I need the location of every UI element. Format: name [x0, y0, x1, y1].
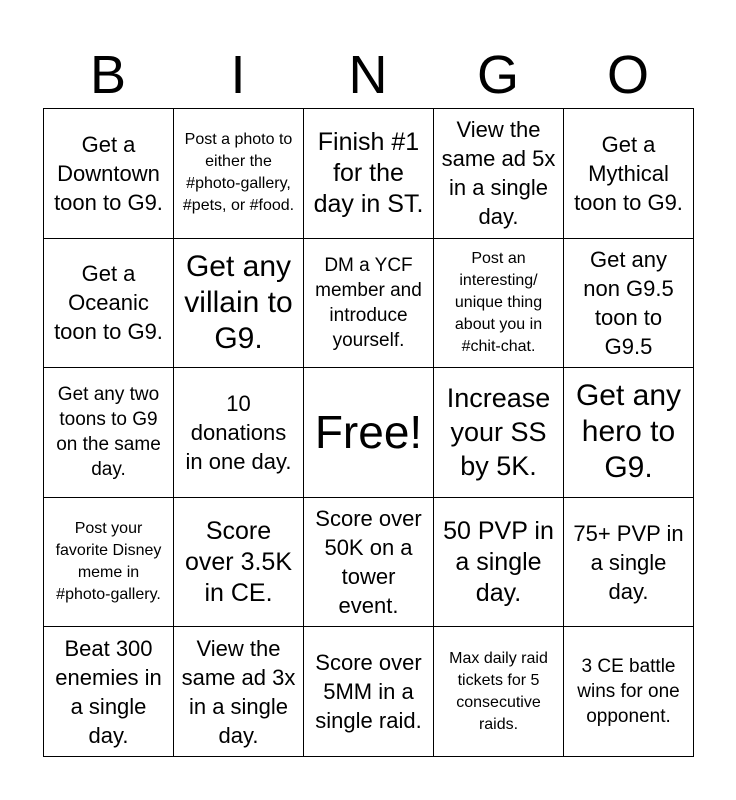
bingo-cell[interactable]: Get a Mythical toon to G9.	[564, 109, 694, 239]
bingo-cell[interactable]: View the same ad 3x in a single day.	[174, 627, 304, 757]
bingo-cell[interactable]: Score over 50K on a tower event.	[304, 497, 434, 627]
free-cell[interactable]: Free!	[304, 368, 434, 498]
header-letter-n: N	[348, 45, 388, 105]
bingo-cell[interactable]: Post your favorite Disney meme in #photo-gallery.	[44, 497, 174, 627]
board-row	[44, 368, 694, 498]
bingo-cell[interactable]: Score over 3.5K in CE.	[174, 497, 304, 627]
bingo-cell[interactable]: Increase your SS by 5K.	[434, 368, 564, 498]
board-row	[44, 238, 694, 368]
bingo-cell[interactable]: Post an interesting/ unique thing about you in #chit-chat.	[434, 238, 564, 368]
bingo-cell[interactable]: Finish #1 for the day in ST.	[304, 109, 434, 239]
header-letter-g: G	[476, 45, 519, 105]
bingo-cell[interactable]: Get any villain to G9.	[174, 238, 304, 368]
bingo-cell[interactable]: Get any two toons to G9 on the same day.	[44, 368, 174, 498]
bingo-header	[43, 42, 693, 108]
bingo-board	[43, 108, 694, 757]
bingo-cell[interactable]: Get any hero to G9.	[564, 368, 694, 498]
bingo-cell[interactable]: Get a Oceanic toon to G9.	[44, 238, 174, 368]
bingo-cell[interactable]: 3 CE battle wins for one opponent.	[564, 627, 694, 757]
bingo-cell[interactable]: 10 donations in one day.	[174, 368, 304, 498]
header-letter-i: I	[230, 45, 246, 105]
bingo-cell[interactable]: 50 PVP in a single day.	[434, 497, 564, 627]
header-letter-b: B	[89, 45, 127, 105]
bingo-cell[interactable]: Get a Downtown toon to G9.	[44, 109, 174, 239]
board-row	[44, 497, 694, 627]
bingo-cell[interactable]: Get any non G9.5 toon to G9.5	[564, 238, 694, 368]
bingo-cell[interactable]: 75+ PVP in a single day.	[564, 497, 694, 627]
bingo-cell[interactable]: Score over 5MM in a single raid.	[304, 627, 434, 757]
bingo-cell[interactable]: Post a photo to either the #photo-gallery, #pets, or #food.	[174, 109, 304, 239]
board-row	[44, 109, 694, 239]
bingo-cell[interactable]: Beat 300 enemies in a single day.	[44, 627, 174, 757]
header-letter-o: O	[606, 45, 649, 105]
bingo-cell[interactable]: DM a YCF member and introduce yourself.	[304, 238, 434, 368]
board-row	[44, 627, 694, 757]
bingo-cell[interactable]: Max daily raid tickets for 5 consecutive raids.	[434, 627, 564, 757]
bingo-cell[interactable]: View the same ad 5x in a single day.	[434, 109, 564, 239]
